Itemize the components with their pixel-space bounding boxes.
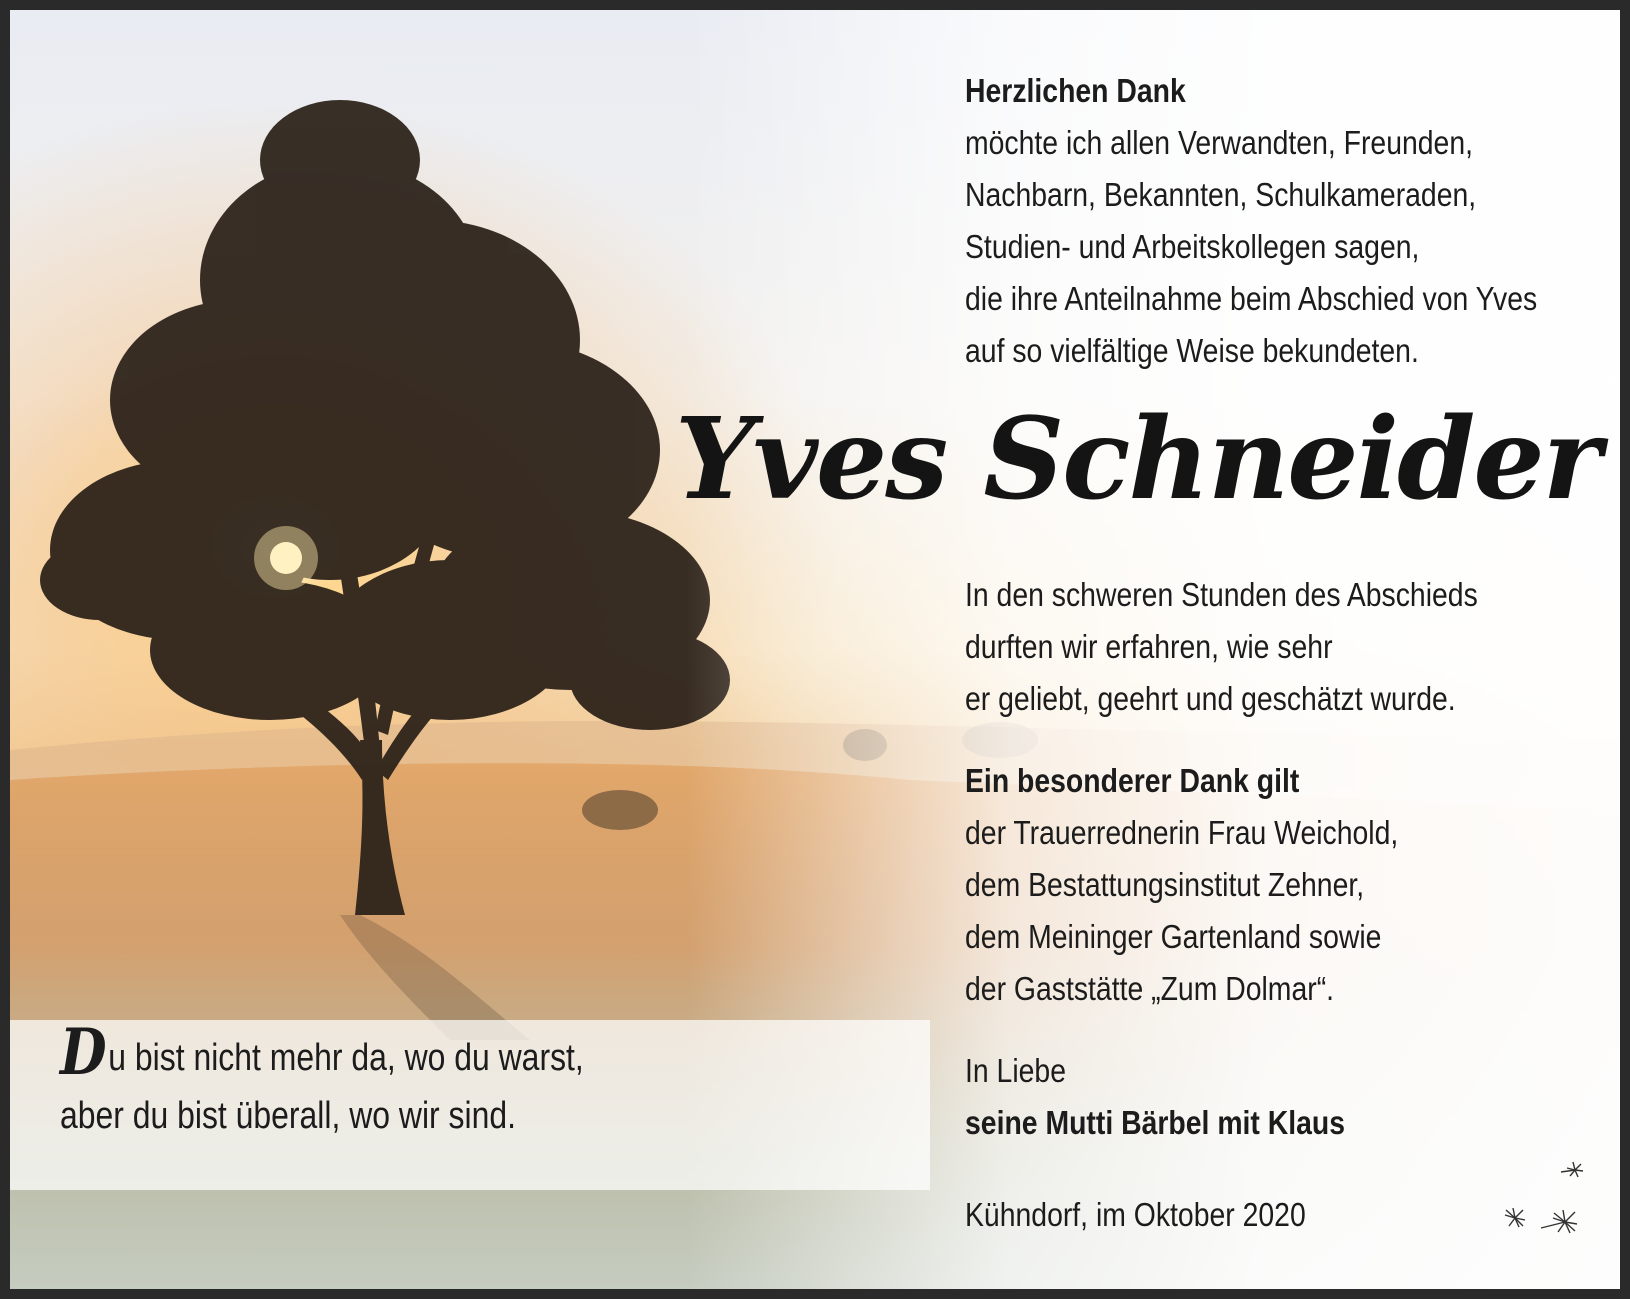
- thanks-line: Studien- und Arbeitskollegen sagen,: [965, 228, 1420, 265]
- special-line: dem Meininger Gartenland sowie: [965, 918, 1382, 955]
- place-date: [965, 1196, 1361, 1234]
- deceased-name: Yves Schneider: [675, 394, 1600, 525]
- farewell-block: [965, 569, 1605, 725]
- quote-line-2: aber du bist überall, wo wir sind.: [60, 1095, 516, 1137]
- quote-initial: D: [60, 1015, 107, 1090]
- thanks-line: möchte ich allen Verwandten, Freunden,: [965, 124, 1474, 161]
- thanks-heading: Herzlichen Dank: [965, 72, 1186, 109]
- thanks-block: [965, 65, 1605, 377]
- farewell-line: In den schweren Stunden des Abschieds: [965, 576, 1478, 613]
- special-block: [965, 755, 1605, 1015]
- farewell-line: durften wir erfahren, wie sehr: [965, 628, 1333, 665]
- signature-block: [965, 1045, 1605, 1149]
- quote: [60, 1015, 920, 1145]
- farewell-line: er geliebt, geehrt und geschätzt wurde.: [965, 680, 1456, 717]
- special-line: der Gaststätte „Zum Dolmar“.: [965, 970, 1335, 1007]
- quote-line-1-text: u bist nicht mehr da, wo du warst,: [108, 1037, 584, 1079]
- thanks-line: die ihre Anteilnahme beim Abschied von Yves: [965, 280, 1538, 317]
- special-line: der Trauerrednerin Frau Weichold,: [965, 814, 1399, 851]
- thanks-text: [965, 65, 1605, 1149]
- place-date-text: Kühndorf, im Oktober 2020: [965, 1196, 1306, 1233]
- signature-intro: In Liebe: [965, 1052, 1066, 1089]
- dandelion-seeds-icon: [1495, 1160, 1605, 1250]
- thanks-line: auf so vielfältige Weise bekundeten.: [965, 332, 1419, 369]
- quote-line-1: [60, 1015, 782, 1090]
- special-line: dem Bestattungsinstitut Zehner,: [965, 866, 1365, 903]
- signature-names: seine Mutti Bärbel mit Klaus: [965, 1104, 1346, 1141]
- thanks-line: Nachbarn, Bekannten, Schulkameraden,: [965, 176, 1477, 213]
- special-heading: Ein besonderer Dank gilt: [965, 762, 1300, 799]
